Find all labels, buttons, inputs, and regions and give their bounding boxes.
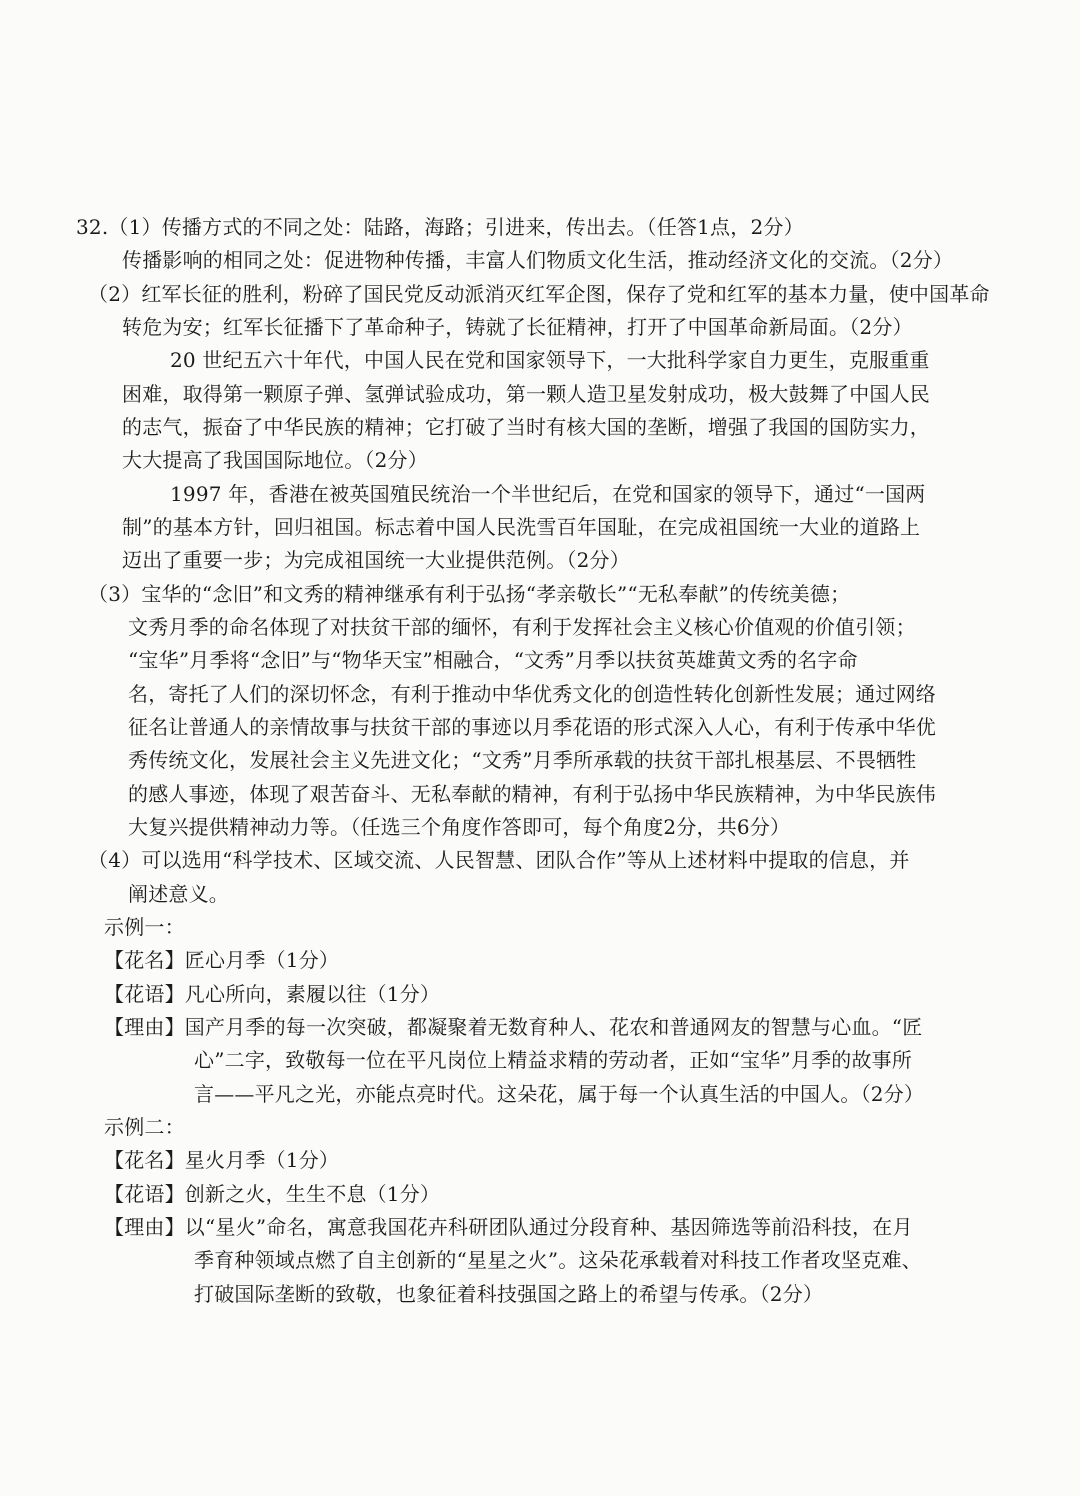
answer-line: 困难，取得第一颗原子弹、氢弹试验成功，第一颗人造卫星发射成功，极大鼓舞了中国人民: [122, 382, 930, 406]
answer-line: 征名让普通人的亲情故事与扶贫干部的事迹以月季花语的形式深入人心，有利于传承中华优: [128, 715, 936, 739]
answer-line: 1997 年，香港在被英国殖民统治一个半世纪后，在党和国家的领导下，通过“一国两: [170, 482, 926, 506]
answer-line: 传播影响的相同之处：促进物种传播，丰富人们物质文化生活，推动经济文化的交流。（2分）: [122, 248, 954, 272]
answer-line: 【理由】国产月季的每一次突破，都凝聚着无数育种人、花农和普通网友的智慧与心血。“匠: [104, 1015, 923, 1039]
answer-line: 转危为安；红军长征播下了革命种子，铸就了长征精神，打开了中国革命新局面。（2分）: [122, 315, 913, 339]
answer-line: 的志气，振奋了中华民族的精神；它打破了当时有核大国的垄断，增强了我国的国防实力，: [122, 415, 930, 439]
answer-line: 20 世纪五六十年代，中国人民在党和国家领导下，一大批科学家自力更生，克服重重: [170, 348, 930, 372]
answer-line: 【理由】以“星火”命名，寓意我国花卉科研团队通过分段育种、基因筛选等前沿科技，在月: [104, 1215, 913, 1239]
answer-line: 大大提高了我国国际地位。（2分）: [122, 448, 428, 472]
answer-line: 【花语】凡心所向，素履以往（1分）: [104, 982, 441, 1006]
answer-line: 打破国际垄断的致敬，也象征着科技强国之路上的希望与传承。（2分）: [194, 1282, 824, 1306]
answer-line: 阐述意义。: [128, 882, 229, 906]
answer-line: （4）可以选用“科学技术、区域交流、人民智慧、团队合作”等从上述材料中提取的信息，并: [88, 848, 910, 872]
answer-line: 【花语】创新之火，生生不息（1分）: [104, 1182, 441, 1206]
answer-line: 制”的基本方针，回归祖国。标志着中国人民洗雪百年国耻，在完成祖国统一大业的道路上: [122, 515, 921, 539]
answer-line: 言——平凡之光，亦能点亮时代。这朵花，属于每一个认真生活的中国人。（2分）: [194, 1082, 925, 1106]
answer-line: 名，寄托了人们的深切怀念，有利于推动中华优秀文化的创造性转化创新性发展；通过网络: [128, 682, 936, 706]
answer-line: 迈出了重要一步；为完成祖国统一大业提供范例。（2分）: [122, 548, 630, 572]
answer-line: 秀传统文化，发展社会主义先进文化；“文秀”月季所承载的扶贫干部扎根基层、不畏牺牲: [128, 748, 917, 772]
answer-line: 32.（1）传播方式的不同之处：陆路，海路；引进来，传出去。（任答1点，2分）: [76, 215, 804, 239]
example-heading: 示例二：: [104, 1115, 185, 1139]
answer-line: 季育种领域点燃了自主创新的“星星之火”。这朵花承载着对科技工作者攻坚克难、: [194, 1248, 922, 1272]
answer-line: 文秀月季的命名体现了对扶贫干部的缅怀，有利于发挥社会主义核心价值观的价值引领；: [128, 615, 916, 639]
answer-line: （3）宝华的“念旧”和文秀的精神继承有利于弘扬“孝亲敬长”“无私奉献”的传统美德；: [88, 582, 851, 606]
answer-line: 的感人事迹，体现了艰苦奋斗、无私奉献的精神，有利于弘扬中华民族精神，为中华民族伟: [128, 782, 936, 806]
answer-line: 心”二字，致敬每一位在平凡岗位上精益求精的劳动者，正如“宝华”月季的故事所: [194, 1048, 913, 1072]
answer-line: 【花名】匠心月季（1分）: [104, 948, 340, 972]
example-heading: 示例一：: [104, 915, 185, 939]
answer-line: “宝华”月季将“念旧”与“物华天宝”相融合，“文秀”月季以扶贫英雄黄文秀的名字命: [128, 648, 858, 672]
answer-line: （2）红军长征的胜利，粉碎了国民党反动派消灭红军企图，保存了党和红军的基本力量，使中国革命: [88, 282, 990, 306]
answer-line: 大复兴提供精神动力等。（任选三个角度作答即可，每个角度2分，共6分）: [128, 815, 791, 839]
answer-line: 【花名】星火月季（1分）: [104, 1148, 340, 1172]
